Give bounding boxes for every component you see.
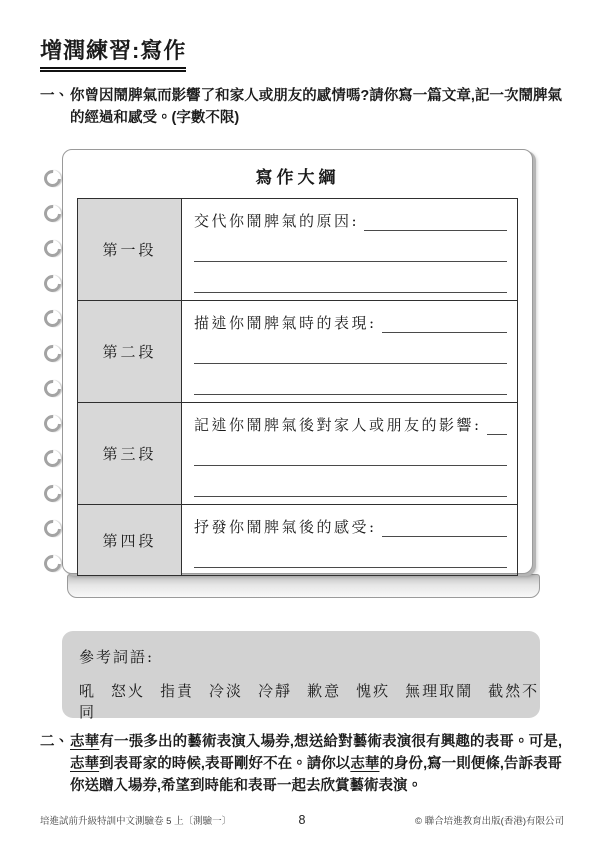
ring-icon (41, 202, 65, 226)
outline-row-content (182, 199, 517, 300)
ring-icon (41, 237, 65, 261)
question-1 (40, 85, 562, 129)
ring-icon (41, 412, 65, 436)
answer-line (194, 435, 507, 466)
outline-prompt-row (194, 306, 507, 333)
page-footer (40, 813, 564, 827)
outline-prompt: 抒發你鬧脾氣後的感受: (194, 518, 377, 536)
answer-line (364, 204, 507, 231)
footer-booklet-title: 培進試前升級特訓中文測驗卷 5 上〔測驗一〕 (40, 816, 232, 827)
outline-row-content (182, 403, 517, 504)
reference-word: 冷淡 (209, 682, 244, 700)
ring-icon (41, 272, 65, 296)
ring-icon (41, 482, 65, 506)
reference-word: 無理取鬧 (405, 682, 474, 700)
answer-line (194, 364, 507, 395)
footer-page-number: 8 (298, 813, 306, 827)
outline-row (78, 300, 517, 402)
proper-noun-underlined: 志華 (70, 734, 100, 750)
outline-row (78, 504, 517, 575)
question-1-number: 一、 (40, 88, 69, 104)
outline-row-label: 第二段 (78, 301, 182, 402)
ring-icon (41, 342, 65, 366)
outline-row-label: 第四段 (78, 505, 182, 575)
outline-title: 寫作大綱 (255, 168, 340, 188)
answer-line (382, 510, 507, 537)
answer-line (194, 262, 507, 293)
outline-prompt: 交代你鬧脾氣的原因: (194, 212, 360, 230)
answer-line (194, 537, 507, 568)
outline-row-content (182, 505, 517, 575)
notebook-page-stack (67, 574, 540, 598)
answer-line (487, 408, 507, 435)
ring-icon (41, 377, 65, 401)
question-2 (40, 731, 562, 797)
outline-row (78, 199, 517, 300)
question-1-text: 你曾因鬧脾氣而影響了和家人或朋友的感情嗎?請你寫一篇文章,記一次鬧脾氣的經過和感受。(字數不限) (70, 88, 562, 126)
outline-row-label: 第三段 (78, 403, 182, 504)
reference-words-label: 參考詞語: (79, 648, 155, 666)
outline-prompt: 描述你鬧脾氣時的表現: (194, 314, 377, 332)
ring-icon (41, 517, 65, 541)
outline-prompt-row (194, 408, 507, 435)
outline-row-content (182, 301, 517, 402)
question-text-segment: 到表哥家的時候,表哥剛好不在。請你以 (99, 756, 351, 772)
ring-icon (41, 307, 65, 331)
reference-words-box (62, 631, 540, 721)
page-title: 增潤練習:寫作 (40, 34, 186, 72)
reference-word: 吼 (79, 682, 97, 700)
outline-row (78, 402, 517, 504)
outline-prompt-row (194, 510, 507, 537)
outline-table (77, 198, 518, 576)
reference-words-list (79, 680, 540, 722)
outline-row-label: 第一段 (78, 199, 182, 300)
reference-word: 截然不同 (79, 682, 540, 721)
question-2-text (70, 731, 562, 797)
answer-line (194, 466, 507, 497)
reference-word: 冷靜 (258, 682, 293, 700)
writing-outline-notebook (62, 149, 533, 598)
footer-publisher: © 聯合培進教育出版(香港)有限公司 (415, 816, 564, 827)
reference-word: 指責 (160, 682, 195, 700)
ring-icon (41, 447, 65, 471)
reference-word: 愧疚 (356, 682, 391, 700)
reference-word: 怒火 (111, 682, 146, 700)
answer-line (382, 306, 507, 333)
question-2-number: 二、 (40, 734, 69, 750)
answer-line (194, 333, 507, 364)
outline-prompt-row (194, 204, 507, 231)
reference-word: 歉意 (307, 682, 342, 700)
proper-noun-underlined: 志華 (70, 756, 100, 772)
outline-prompt: 記述你鬧脾氣後對家人或朋友的影響: (194, 416, 482, 434)
question-text-segment: 的身份,寫一則便條,告訴表哥你送贈入場券,希望到時能和表哥一起去欣賞藝術表演。 (70, 756, 563, 794)
ring-icon (41, 167, 65, 191)
notebook-page (62, 149, 533, 574)
question-text-segment: 有一張多出的藝術表演入場券,想送給對藝術表演很有興趣的表哥。可是, (99, 734, 563, 750)
ring-icon (41, 552, 65, 576)
proper-noun-underlined: 志華 (350, 756, 380, 772)
answer-line (194, 231, 507, 262)
